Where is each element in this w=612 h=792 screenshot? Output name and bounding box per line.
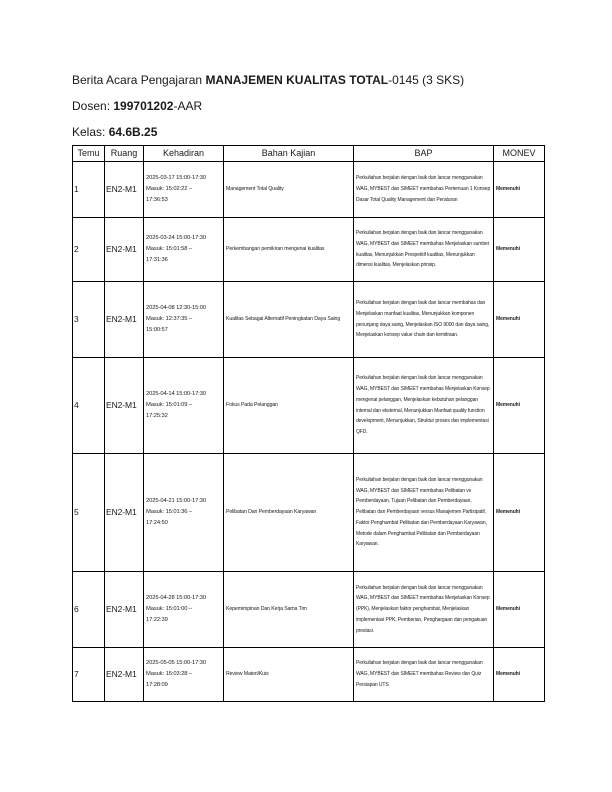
cell-bap: Perkuliahan berjalan dengan baik dan lancar menggunakan WAG, MYBEST dan SIMEET membahas Pelibatan vs Pemberdayaan, Tujuan Pelibatan dan Pemberdayaan, Pelibatan dan Pemberdayaan versus Manajemen Partisipatif, Faktor Penghambat Pelibatan dan Pemberdayaan Karyawan, Metode dalam Penghambat Pelibatan dan Pemberdayaan Karyawan. (354, 454, 494, 572)
cell-temu: 6 (73, 572, 105, 648)
cell-kehadiran (144, 648, 224, 702)
schedule-text: 2025-03-24 15:00-17:30 (146, 235, 207, 241)
cell-ruang: EN2-M1 (105, 572, 144, 648)
lecturer-line (72, 98, 544, 114)
lecturer-id: 199701202 (113, 99, 174, 113)
col-header-temu: Temu (73, 146, 105, 162)
table-row (73, 282, 545, 358)
table-row (73, 218, 545, 282)
class-code: 64.6B.25 (108, 125, 158, 139)
table-row (73, 572, 545, 648)
cell-monev: Memenuhi (494, 454, 545, 572)
col-header-bahan-kajian: Bahan Kajian (224, 146, 354, 162)
table-header-row (73, 146, 545, 162)
cell-bahan-kajian: Review Materi/Kuis (224, 648, 354, 702)
checkout-text: 17:25:32 (146, 413, 168, 419)
cell-bahan-kajian: Fokus Pada Pelanggan (224, 358, 354, 454)
cell-kehadiran (144, 218, 224, 282)
checkin-text: Masuk: 15:03:28 – (146, 671, 192, 677)
checkin-text: Masuk: 15:02:22 – (146, 186, 192, 192)
cell-monev: Memenuhi (494, 572, 545, 648)
checkout-text: 17:22:39 (146, 617, 168, 623)
checkout-text: 17:28:09 (146, 682, 168, 688)
title-prefix: Berita Acara Pengajaran (72, 73, 203, 87)
checkout-text: 15:00:57 (146, 327, 168, 333)
checkout-text: 17:36:53 (146, 197, 168, 203)
table-row (73, 162, 545, 218)
class-label: Kelas: (72, 125, 106, 139)
cell-bahan-kajian: Management Total Quality (224, 162, 354, 218)
schedule-text: 2025-04-14 15:00-17:30 (146, 391, 207, 397)
cell-kehadiran (144, 162, 224, 218)
col-header-bap: BAP (354, 146, 494, 162)
checkin-text: Masuk: 15:01:36 – (146, 509, 192, 515)
lecturer-label: Dosen: (72, 99, 111, 113)
cell-bap: Perkuliahan berjalan dengan baik dan lancar menggunakan WAG, MYBEST dan SIMEET membahas Menjelaskan Konsep (PPK), Menjelaskan faktor penghambat, Menjelaskan implementasi PPK, Pemberian, Penghargaan dan pengakuan prestasi. (354, 572, 494, 648)
col-header-monev: MONEV (494, 146, 545, 162)
cell-bap: Perkuliahan berjalan dengan baik dan lancar menggunakan WAG, MYBEST dan SIMEET membahas Menjelaskan sumber kualitas, Menunjukkan Prespektif kualitas, Menunjukkan dimensi kualitas, Menjelaskan prinsip. (354, 218, 494, 282)
schedule-text: 2025-04-08 12:30-15:00 (146, 305, 207, 311)
cell-temu: 3 (73, 282, 105, 358)
lecturer-code: -AAR (173, 99, 203, 113)
cell-kehadiran (144, 454, 224, 572)
attendance-table (72, 145, 545, 702)
schedule-text: 2025-03-17 15:00-17:30 (146, 175, 207, 181)
cell-bap: Perkuliahan berjalan dengan baik dan lancar membahas dan Menjelaskan manfaat kualitas, Menunjukkan komponen penunjang daya saing, Menjelaskan ISO 9000 dan daya saing, Menjelaskan konsep value chain dan kemitraan. (354, 282, 494, 358)
checkout-text: 17:31:36 (146, 257, 168, 263)
cell-monev: Memenuhi (494, 162, 545, 218)
cell-bahan-kajian: Pelibatan Dan Pemberdayaan Karyawan (224, 454, 354, 572)
cell-bahan-kajian: Kepemimpinan Dan Kerja Sama Tim (224, 572, 354, 648)
schedule-text: 2025-04-21 15:00-17:30 (146, 498, 207, 504)
course-name: MANAJEMEN KUALITAS TOTAL (205, 73, 389, 87)
cell-ruang: EN2-M1 (105, 218, 144, 282)
class-line (72, 124, 544, 140)
checkout-text: 17:24:50 (146, 520, 168, 526)
col-header-ruang: Ruang (105, 146, 144, 162)
document-page (72, 72, 544, 702)
checkin-text: Masuk: 15:01:58 – (146, 246, 192, 252)
checkin-text: Masuk: 15:01:09 – (146, 402, 192, 408)
schedule-text: 2025-04-28 15:00-17:30 (146, 595, 207, 601)
cell-bap: Perkuliahan berjalan dengan baik dan lancar menggunakan WAG, MYBEST dan SIMEET membahas Menjelaskan Konsep mengenai pelanggan, Menjelaskan kebutuhan pelanggan internal dan eksternal, Menunjukkan Manfaat quality function development, Menunjukkan, Struktur proses dan implementasi QFD. (354, 358, 494, 454)
cell-monev: Memenuhi (494, 648, 545, 702)
cell-ruang: EN2-M1 (105, 358, 144, 454)
cell-temu: 1 (73, 162, 105, 218)
cell-bahan-kajian: Perkembangan pemikiran mengenai kualitas (224, 218, 354, 282)
cell-temu: 7 (73, 648, 105, 702)
cell-ruang: EN2-M1 (105, 282, 144, 358)
cell-temu: 4 (73, 358, 105, 454)
schedule-text: 2025-05-05 15:00-17:30 (146, 660, 207, 666)
cell-bap: Perkuliahan berjalan dengan baik dan lancar menggunakan WAG, MYBEST dan SIMEET membahas Review dan Quiz Persiapan UTS (354, 648, 494, 702)
cell-temu: 5 (73, 454, 105, 572)
col-header-kehadiran: Kehadiran (144, 146, 224, 162)
cell-temu: 2 (73, 218, 105, 282)
cell-ruang: EN2-M1 (105, 648, 144, 702)
cell-bahan-kajian: Kualitas Sebagai Alternatif Peningkatan Daya Saing (224, 282, 354, 358)
checkin-text: Masuk: 15:01:00 – (146, 606, 192, 612)
cell-monev: Memenuhi (494, 282, 545, 358)
cell-monev: Memenuhi (494, 218, 545, 282)
cell-kehadiran (144, 282, 224, 358)
table-row (73, 358, 545, 454)
cell-kehadiran (144, 572, 224, 648)
table-row (73, 648, 545, 702)
course-code: -0145 (3 SKS) (388, 73, 465, 87)
table-row (73, 454, 545, 572)
cell-monev: Memenuhi (494, 358, 545, 454)
cell-bap: Perkuliahan berjalan dengan baik dan lancar menggunakan WAG, MYBEST dan SIMEET membahas Pertemuan 1 Konsep Dasar Total Quality Management dan Peraturan (354, 162, 494, 218)
document-title (72, 72, 544, 88)
cell-kehadiran (144, 358, 224, 454)
checkin-text: Masuk: 12:37:35 – (146, 316, 192, 322)
cell-ruang: EN2-M1 (105, 454, 144, 572)
cell-ruang: EN2-M1 (105, 162, 144, 218)
